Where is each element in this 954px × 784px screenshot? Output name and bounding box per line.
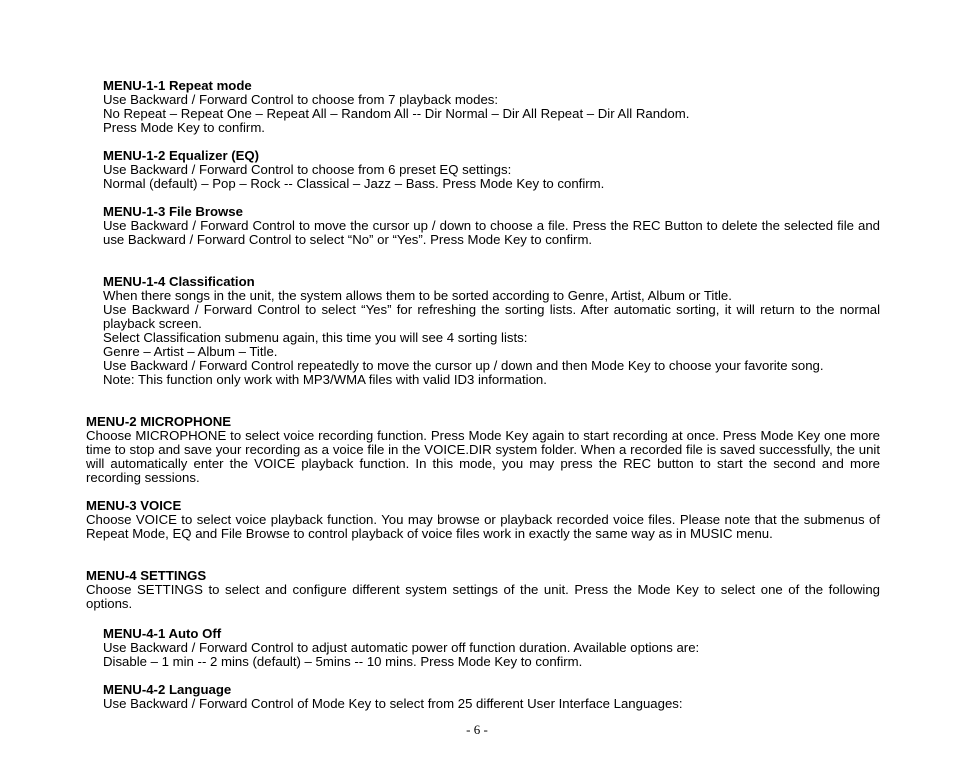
section-microphone [86,415,880,485]
section-heading: MENU-1-2 Equalizer (EQ) [103,148,260,163]
section-heading: MENU-1-1 Repeat mode [103,78,252,93]
section-file-browse [103,205,880,247]
body-line: Use Backward / Forward Control to choose from 6 preset EQ settings: [103,162,512,177]
body-paragraph: When there songs in the unit, the system allows them to be sorted according to Genre, Artist, Album or Title. [103,288,732,303]
body-line: Disable – 1 min -- 2 mins (default) – 5mins -- 10 mins. Press Mode Key to confirm. [103,654,583,669]
body-paragraph: Use Backward / Forward Control to move the cursor up / down to choose a file. Press the REC Button to delete the selected file and use Backward / Forward Control to select “No” or “Yes”. Press Mode Key to confirm. [103,218,880,247]
body-line: Use Backward / Forward Control to choose from 7 playback modes: [103,92,499,107]
section-heading: MENU-4-1 Auto Off [103,626,222,641]
body-line: Normal (default) – Pop – Rock -- Classical – Jazz – Bass. Press Mode Key to confirm. [103,176,605,191]
section-heading: MENU-1-4 Classification [103,274,255,289]
body-paragraph: Use Backward / Forward Control to select “Yes” for refreshing the sorting lists. After automatic sorting, it will return to the normal playback screen. [103,302,880,331]
section-heading: MENU-3 VOICE [86,498,182,513]
body-paragraph: Choose MICROPHONE to select voice recording function. Press Mode Key again to start recording at once. Press Mode Key one more time to stop and save your recording as a voice file in the VOICE.DIR system folder. When a recorded file is saved successfully, the unit will automatically enter the VOICE playback function. In this mode, you may press the REC button to start the second and more recording sessions. [86,428,880,485]
section-heading: MENU-4-2 Language [103,682,232,697]
body-paragraph: Choose SETTINGS to select and configure different system settings of the unit. Press the Mode Key to select one of the following options. [86,582,880,611]
body-line: Press Mode Key to confirm. [103,120,265,135]
section-repeat-mode [103,79,880,135]
body-paragraph: Select Classification submenu again, this time you will see 4 sorting lists: [103,330,528,345]
body-paragraph: Choose VOICE to select voice playback function. You may browse or playback recorded voice files. Please note that the submenus of Repeat Mode, EQ and File Browse to control playback of voice files work in exactly the same way as in MUSIC menu. [86,512,880,541]
section-language [103,683,880,711]
section-heading: MENU-2 MICROPHONE [86,414,232,429]
body-line: No Repeat – Repeat One – Repeat All – Random All -- Dir Normal – Dir All Repeat – Dir All Random. [103,106,690,121]
section-auto-off [103,627,880,669]
body-line: Use Backward / Forward Control to adjust automatic power off function duration. Available options are: [103,640,700,655]
section-classification [103,275,880,387]
section-equalizer [103,149,880,191]
section-settings [86,569,880,611]
body-paragraph: Note: This function only work with MP3/WMA files with valid ID3 information. [103,372,547,387]
body-paragraph: Use Backward / Forward Control repeatedly to move the cursor up / down and then Mode Key to choose your favorite song. [103,358,824,373]
section-heading: MENU-4 SETTINGS [86,568,207,583]
section-heading: MENU-1-3 File Browse [103,204,243,219]
page-number: - 6 - [466,722,488,737]
section-voice [86,499,880,541]
body-line: Use Backward / Forward Control of Mode Key to select from 25 different User Interface Languages: [103,696,683,711]
body-paragraph: Genre – Artist – Album – Title. [103,344,278,359]
